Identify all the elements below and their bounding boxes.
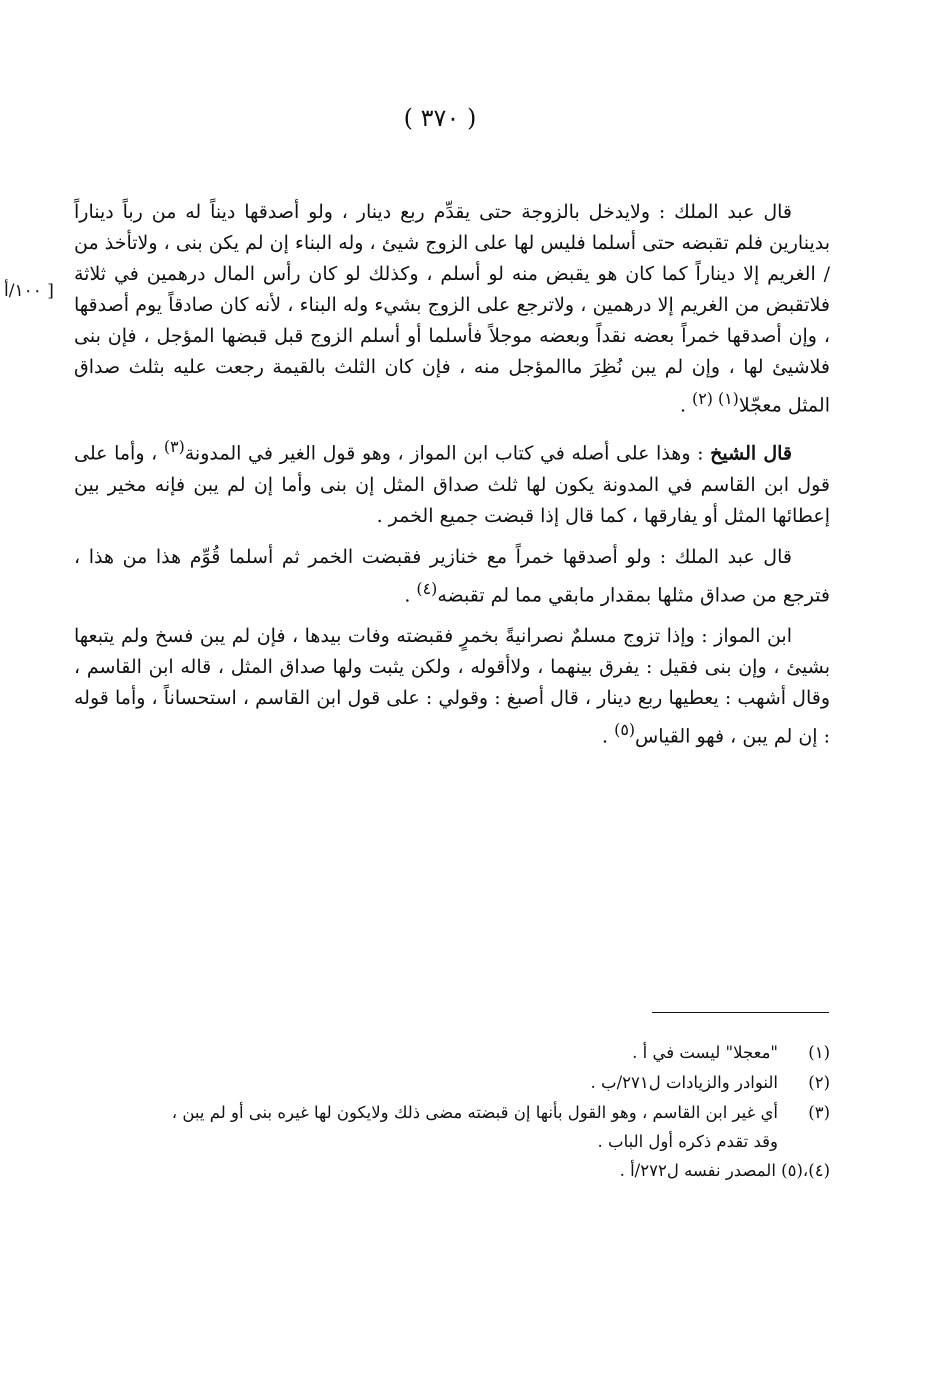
paragraph: [74, 542, 830, 611]
footnote-ref: (٣): [163, 437, 185, 457]
footnote: [74, 1098, 830, 1156]
footnote-number: (٢): [808, 1073, 830, 1092]
footnote: [74, 1068, 830, 1098]
text-run: .: [679, 394, 693, 417]
text-run: ابن المواز : وإذا تزوج مسلمٌ نصرانيةً بخمرٍ فقبضته وفات بيدها ، فإن لم يبن فسخ ولم يتبعها بشيئ ، وإن بنى فقيل : يفرق بينهما ، ولاأقوله ، ولكن يثبت ولها صداق المثل ، قاله ابن القاسم ، وقال أشهب : يعطيها ربع دينار ، قال أصبغ : وقولي : على قول ابن القاسم ، استحساناً ، وأما قوله : إن لم يبن ، فهو القياس: [74, 624, 830, 748]
text-run: .: [404, 583, 417, 606]
footnote: [74, 1038, 830, 1068]
footnote-text-continued: وقد تقدم ذكره أول الباب .: [597, 1132, 778, 1151]
text-run: .: [602, 725, 615, 748]
page-number: ( ٣٧٠ ): [403, 104, 477, 132]
speaker-label: قال الشيخ: [710, 442, 793, 465]
paragraph: [74, 431, 830, 531]
text-run: ، وأما على قول ابن القاسم في المدونة يكون لها ثلث صداق المثل إن بنى وأما إن لم يبن فإنه مخير بين إعطائها المثل أو يفارقها ، كما قال إذا قبضت جميع الخمر .: [74, 442, 830, 527]
footnotes: [74, 1038, 830, 1186]
footnote-text: "معجلا" ليست في أ .: [632, 1043, 778, 1062]
footnote-ref: (٥): [614, 719, 636, 739]
footnote-text: أي غير ابن القاسم ، وهو القول بأنها إن قبضته مضى ذلك ولايكون لها غيره بنى أو لم يبن ،: [171, 1103, 778, 1122]
footnote-number: (١): [808, 1043, 830, 1062]
footnote-text: (٤)،(٥) المصدر نفسه ل٢٧٢/أ .: [619, 1161, 830, 1180]
footnote: [74, 1156, 830, 1186]
footnote-text: النوادر والزيادات ل٢٧١/ب .: [590, 1073, 778, 1092]
footnote-ref: (٤): [416, 578, 438, 598]
paragraph: [74, 197, 830, 421]
footnote-separator: [652, 1012, 829, 1013]
paragraph: [74, 621, 830, 752]
text-run: قال عبد الملك : ولو أصدقها خمراً مع خنازير فقبضت الخمر ثم أسلما قُوِّم هذا من هذا ، فترجع من صداق مثلها بمقدار مابقي مما لم تقبضه: [74, 545, 830, 606]
text-run: : وهذا على أصله في كتاب ابن المواز ، وهو قول الغير في المدونة: [184, 442, 711, 465]
text-run: قال عبد الملك : ولايدخل بالزوجة حتى يقدِّم ربع دينار ، ولو أصدقها ديناً له من رباً ديناراً بدينارين فلم تقبضه حتى أسلما فليس لها على الزوج شيئ ، وله البناء إن لم يكن بنى ، ولاتأخذ من / الغريم إلا ديناراً كما كان هو يقبض منه لو أسلم ، وكذلك لو كان رأس المال درهمين في ثلاثة فلاتقبض من الغريم إلا درهمين ، ولاترجع على الزوج بشيء وله البناء ، لأنه كان صادقاً يوم أصدقها ، وإن أصدقها خمراً بعضه نقداً وبعضه موجلاً فأسلما أو أسلم الزوج قبل قبضها المؤجل ، فإن بنى فلاشيئ لها ، وإن لم يبن نُظِرَ ماالمؤجل منه ، فإن كان الثلث بالقيمة رجعت عليه بثلث صداق المثل معجّلا: [74, 201, 830, 417]
main-text: [74, 197, 830, 752]
margin-note: [ ١٠٠/أ: [4, 281, 54, 301]
footnote-ref: (١) (٢): [692, 389, 739, 408]
footnote-text-block: [74, 1098, 778, 1156]
footnote-number: (٣): [808, 1103, 830, 1122]
